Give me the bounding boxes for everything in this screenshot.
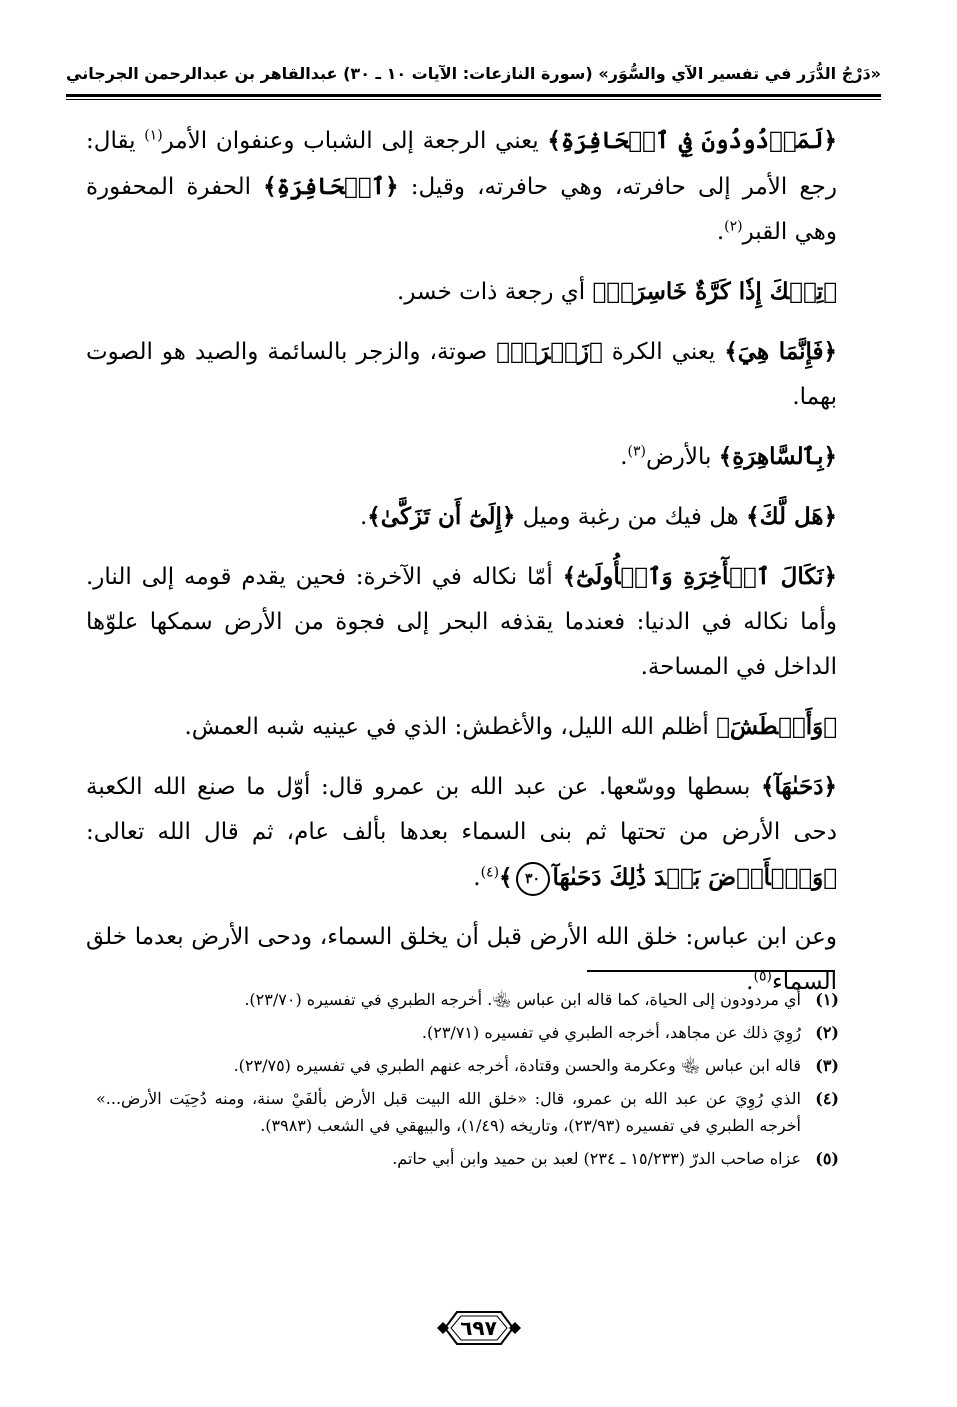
footnote-separator: [587, 970, 835, 972]
text: .: [716, 219, 725, 245]
paragraph-4: [86, 434, 837, 480]
paragraph-8: [86, 764, 837, 901]
quran-quote: ﴿نَكَالَ ٱلۡأٓخِرَةِ وَٱلۡأُولَىٰٓ﴾: [562, 563, 837, 590]
text: أمّا نكاله في الآخرة: فحين يقدم قومه إلى النار. وأما نكاله في الدنيا: فعندما يقذفه البحر إلى فجوة من الأرض سمكها علوّها الداخل في المساحة.: [86, 564, 837, 680]
quran-quote: ﴿وَأَغۡطَشَ﴾: [716, 713, 837, 740]
ayah-number-marker: ٣٠: [516, 862, 550, 896]
quran-quote: ﴿زَجۡرَةٞ﴾: [496, 338, 603, 365]
quran-quote: ﴿ٱلۡحَافِرَةِ﴾: [263, 173, 399, 200]
footnote-marker[interactable]: (٥): [753, 968, 772, 985]
text: وعن ابن عباس: خلق الله الأرض قبل أن يخلق السماء، ودحى الأرض بعدما خلق السماء: [86, 924, 837, 995]
paragraph-5: [86, 494, 837, 540]
text: هل فيك من رغبة وميل: [515, 504, 747, 530]
footnote-marker[interactable]: (٢): [724, 218, 743, 235]
footnote-text: الذي رُوِيَ عن عبد الله بن عمرو، قال: «خلق الله البيت قبل الأرض بألفَيْ سنة، ومنه دُحِيَت الأرض...» أخرجه الطبري في تفسيره (٢٣/٩٣)، وتاريخه (١/٤٩)، والبيهقي في الشعب (٣٩٨٣).: [96, 1089, 801, 1135]
footnote-marker[interactable]: (٤): [480, 864, 500, 881]
running-header: [66, 58, 881, 88]
footnote: [96, 1145, 839, 1172]
footnote: [96, 1052, 839, 1079]
quran-quote: ﴿فَإِنَّمَا هِيَ﴾: [724, 338, 837, 365]
footnote-text: عزاه صاحب الدرّ (١٥/٢٣٣ ـ ٢٣٤) لعبد بن حميد وابن أبي حاتم.: [392, 1149, 801, 1168]
footnote-text: قاله ابن عباس ﵄ وعكرمة والحسن وقتادة، أخرجه عنهم الطبري في تفسيره (٢٣/٧٥).: [233, 1056, 801, 1075]
paragraph-6: [86, 554, 837, 690]
text: يقال: رجع الأمر إلى حافرته، وهي حافرته، وقيل:: [86, 128, 837, 200]
footnote-number: (٥): [815, 1149, 839, 1168]
text: .: [746, 969, 754, 995]
text: بسطها ووسّعها. عن عبد الله بن عمرو قال: أوّل ما صنع الله الكعبة دحى الأرض من تحتها ثم بنى السماء بعدها بألف عام، ثم قال الله تعالى:: [86, 774, 837, 845]
main-text: [86, 118, 837, 1019]
quran-quote: ﴿وَٱلۡأَرۡضَ بَعۡدَ ذَٰلِكَ دَحَىٰهَآ: [552, 864, 837, 891]
text: أظلم الله الليل، والأغطش: الذي في عينيه شبه العمش.: [184, 714, 717, 740]
footnote: [96, 986, 839, 1013]
footnotes: [96, 986, 839, 1178]
footnote-text: رُوِيَ ذلك عن مجاهد، أخرجه الطبري في تفسيره (٢٣/٧١).: [421, 1023, 801, 1042]
text: بالأرض: [646, 444, 719, 470]
footnote-text: أي مردودون إلى الحياة، كما قاله ابن عباس ﵄. أخرجه الطبري في تفسيره (٢٣/٧٠).: [244, 990, 801, 1009]
text: أي رجعة ذات خسر.: [397, 279, 593, 305]
text: صوتة، والزجر بالسائمة والصيد هو الصوت بهما.: [86, 339, 837, 410]
text: .: [620, 444, 628, 470]
page-number-ornament: [435, 1308, 523, 1348]
footnote-marker[interactable]: (١): [144, 127, 163, 144]
text: الحفرة المحفورة وهي القبر: [86, 174, 837, 245]
footnote-number: (٤): [815, 1089, 839, 1108]
header-rule: [66, 94, 881, 97]
quran-quote: ﴿دَحَىٰهَآ﴾: [761, 773, 837, 800]
footnote: [96, 1085, 839, 1139]
quran-quote: ﴿لَمَرۡدُودُونَ فِي ٱلۡحَافِرَةِ﴾: [547, 127, 837, 154]
text: .: [473, 865, 481, 891]
author-name: عبدالقاهر بن عبدالرحمن الجرجاني: [66, 63, 338, 83]
paragraph-1: [86, 118, 837, 255]
quran-quote: ﴿بِٱلسَّاهِرَةِ﴾: [718, 443, 837, 470]
quran-quote: ﴿إِلَىٰٓ أَن تَزَكَّىٰ﴾: [367, 503, 516, 530]
paragraph-2: [86, 269, 837, 315]
quran-quote-end: ﴾: [499, 864, 513, 891]
text: .: [359, 504, 368, 530]
footnote-number: (١): [815, 990, 839, 1009]
text: يعني الكرة: [602, 339, 725, 365]
footnote: [96, 1019, 839, 1046]
paragraph-3: [86, 329, 837, 420]
book-title: «دَرْجُ الدُّرَر في تفسير الآي والسُّوَر»: [598, 63, 881, 83]
footnote-number: (٢): [815, 1023, 839, 1042]
text: يعني الرجعة إلى الشباب وعنفوان الأمر: [162, 128, 548, 154]
quran-quote: ﴿تِلۡكَ إِذٗا كَرَّةٌ خَاسِرَةٞ﴾: [592, 278, 837, 305]
page-number: ٦٩٧: [460, 1316, 497, 1340]
footnote-marker[interactable]: (٣): [627, 443, 646, 460]
section-title: (سورة النازعات: الآيات ١٠ ـ ٣٠): [343, 63, 593, 83]
footnote-number: (٣): [815, 1056, 839, 1075]
quran-quote: ﴿هَل لَّكَ﴾: [746, 503, 837, 530]
paragraph-7: [86, 704, 837, 750]
